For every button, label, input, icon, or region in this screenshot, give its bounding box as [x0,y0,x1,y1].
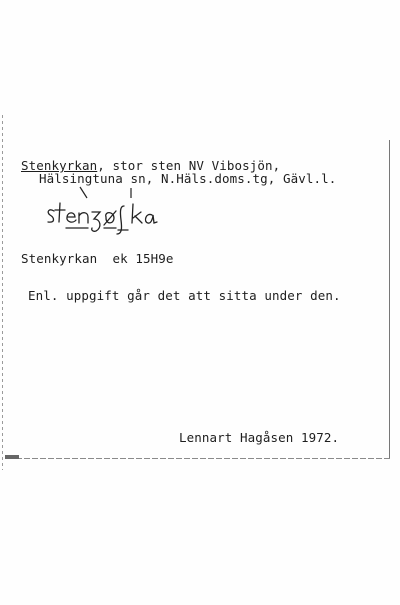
entry-line-5: Enl. uppgift går det att sitta under den. [28,288,341,303]
entry-line-4: Stenkyrkan ek 15H9e [21,251,174,266]
headword: Stenkyrkan [21,158,98,173]
edge-mark [5,455,19,459]
bottom-border-line [8,458,390,459]
location-text: , stor sten NV Vibosjön, [97,158,281,173]
card-left-edge [2,115,3,470]
signature-line: Lennart Hagåsen 1972. [179,430,340,445]
entry-line-2: Hälsingtuna sn, N.Häls.doms.tg, Gävl.l. [39,171,337,186]
right-border-line [389,140,390,458]
handwritten-pronunciation [44,198,174,248]
